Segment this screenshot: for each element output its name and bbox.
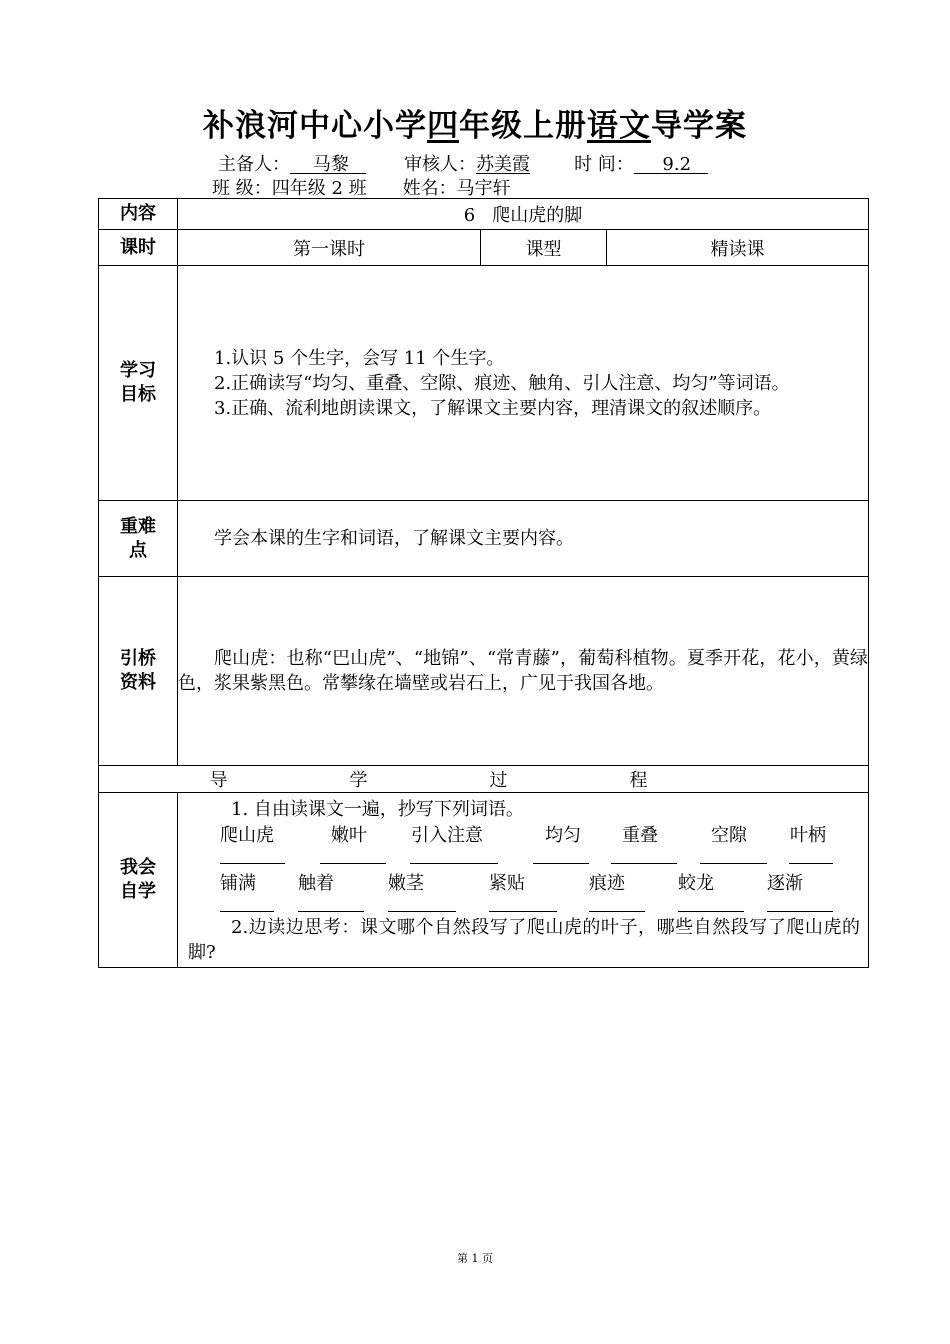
period-row: [99, 230, 869, 266]
answer-blank[interactable]: [320, 863, 386, 864]
goals-label: 学习 目标: [99, 266, 178, 501]
meta-line-2: [212, 174, 511, 200]
time-value: 9.2: [662, 154, 692, 175]
content-value: 6 爬山虎的脚: [178, 199, 869, 230]
meta-line-1: [218, 150, 708, 176]
word: 均匀: [545, 825, 581, 846]
reference-row: [99, 577, 869, 766]
goal-item: 2.正确读写“均匀、重叠、空隙、痕迹、触角、引人注意、均匀”等词语。: [214, 372, 790, 394]
word: 空隙: [711, 825, 747, 846]
title-term: 年级上册: [459, 108, 587, 144]
word: 嫩茎: [388, 873, 424, 894]
key-row: [99, 501, 869, 577]
answer-blank[interactable]: [678, 911, 744, 912]
answer-blank[interactable]: [388, 911, 456, 912]
content-row: [99, 199, 869, 230]
title-suffix: 导学案: [651, 108, 747, 144]
key-label: 重难 点: [99, 501, 178, 577]
task-1: 1. 自由读课文一遍，抄写下列词语。: [231, 799, 524, 820]
class-value: 四年级 2 班: [271, 178, 367, 199]
answer-blank[interactable]: [220, 863, 285, 864]
reference-text: 爬山虎：也称“巴山虎”、“地锦”、“常青藤”，葡萄科植物。夏季开花，花小，黄绿色，浆果紫黑色。常攀缘在墙壁或岩石上，广见于我国各地。: [178, 577, 869, 766]
word: 引入注意: [411, 825, 483, 846]
answer-blank[interactable]: [489, 911, 557, 912]
word: 痕迹: [589, 873, 625, 894]
guide-row: [99, 766, 869, 793]
time-label: 时 间：: [574, 154, 634, 175]
goals-row: [99, 266, 869, 501]
word: 蛟龙: [678, 873, 714, 894]
answer-blank[interactable]: [789, 863, 833, 864]
self-study-label: 我会 自学: [99, 793, 178, 968]
class-label: 班 级：: [212, 178, 272, 199]
word: 紧贴: [489, 873, 525, 894]
word: 铺满: [220, 873, 256, 894]
word: 嫩叶: [331, 825, 367, 846]
goal-item: 3.正确、流利地朗读课文，了解课文主要内容，理清课文的叙述顺序。: [214, 397, 772, 419]
answer-blank[interactable]: [767, 911, 833, 912]
word-exercise: [178, 793, 868, 965]
type-label: 课型: [481, 230, 607, 266]
reviewer-value: 苏美霞: [476, 154, 531, 175]
answer-blank[interactable]: [611, 863, 677, 864]
preparer-value: 马黎: [312, 154, 349, 175]
goals-text: [178, 266, 869, 501]
title-school: 补浪河中心小学: [203, 108, 427, 144]
answer-blank[interactable]: [533, 863, 589, 864]
answer-blank[interactable]: [589, 911, 645, 912]
preparer-label: 主备人：: [218, 154, 290, 175]
answer-blank[interactable]: [410, 863, 498, 864]
reference-label: 引桥 资料: [99, 577, 178, 766]
word: 逐渐: [767, 873, 803, 894]
type-value: 精读课: [607, 230, 869, 266]
content-label: 内容: [99, 199, 178, 230]
title-subject: 语文: [587, 108, 651, 144]
word: 重叠: [622, 825, 658, 846]
name-value: 马宇轩: [456, 178, 511, 199]
page-number: 第 1 页: [457, 1252, 493, 1265]
lesson-table: [98, 198, 869, 968]
page-title: [0, 100, 950, 145]
answer-blank[interactable]: [298, 911, 364, 912]
task-2: 2.边读边思考：课文哪个自然段写了爬山虎的叶子，哪些自然段写了爬山虎的脚?: [188, 917, 860, 963]
answer-blank[interactable]: [220, 911, 274, 912]
title-grade: 四: [427, 108, 459, 144]
period-label: 课时: [99, 230, 178, 266]
word: 叶柄: [790, 825, 826, 846]
self-study-row: [99, 793, 869, 968]
answer-blank[interactable]: [700, 863, 767, 864]
word: 爬山虎: [220, 825, 274, 846]
reviewer-label: 审核人：: [404, 154, 477, 175]
goal-item: 1.认识 5 个生字，会写 11 个生字。: [214, 347, 505, 369]
period-value: 第一课时: [178, 230, 481, 266]
guide-heading: 导 学 过 程: [99, 766, 869, 793]
name-label: 姓名：: [402, 178, 457, 199]
self-study-content: [178, 793, 869, 968]
word: 触着: [298, 873, 334, 894]
key-text: 学会本课的生字和词语，了解课文主要内容。: [178, 501, 869, 577]
